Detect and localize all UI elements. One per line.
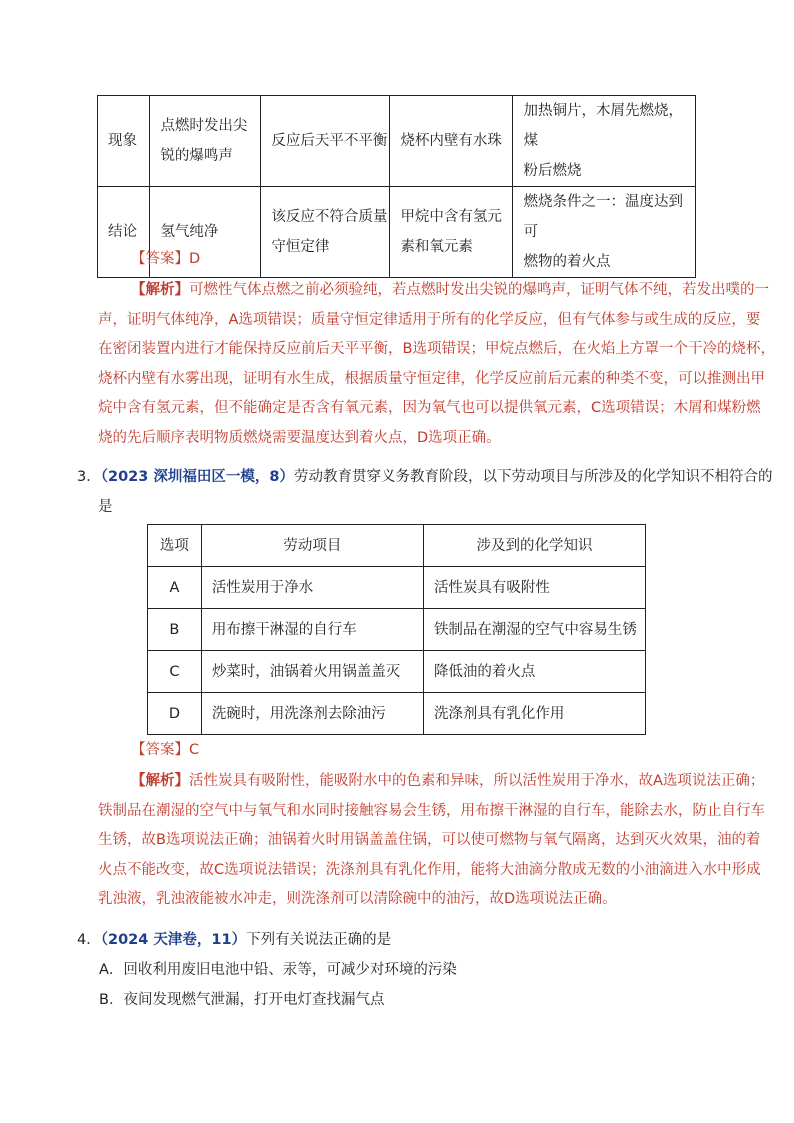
options-table (147, 524, 646, 735)
table-cell: 反应后天平不平衡 (261, 96, 390, 187)
answer-line (131, 249, 200, 269)
option-b[interactable]: B．夜间发现燃气泄漏，打开电灯查找漏气点 (99, 992, 385, 1008)
table-row (148, 651, 646, 693)
question-stem (77, 930, 391, 950)
analysis-line: 在密闭装置内进行才能保持反应前后天平平衡，B选项错误；甲烷点燃后，在火焰上方罩一个干冷的烧杯， (98, 341, 775, 357)
analysis-paragraph (98, 276, 775, 453)
table-cell: 洗碗时，用洗涤剂去除油污 (201, 693, 423, 735)
table-cell: 点燃时发出尖 锐的爆鸣声 (150, 96, 261, 187)
table-cell: 活性炭用于净水 (201, 567, 423, 609)
answer-value: D (189, 251, 201, 267)
table-cell: C (148, 651, 202, 693)
analysis-line: 活性炭具有吸附性，能吸附水中的色素和异味，所以活性炭用于净水，故A选项说法正确； (189, 773, 765, 789)
table-cell: 现象 (98, 96, 150, 187)
table-cell: D (148, 693, 202, 735)
table-cell: B (148, 609, 202, 651)
question-text-continued: 是 (98, 499, 113, 515)
analysis-line: 声，证明气体纯净，A选项错误；质量守恒定律适用于所有的化学反应，但有气体参与或生成的反应，要 (98, 311, 761, 328)
question-source: （2024 天津卷，11） (100, 932, 247, 948)
table-cell: 铁制品在潮湿的空气中容易生锈 (423, 609, 645, 651)
answer-label: 【答案】 (131, 742, 189, 758)
question-stem (77, 467, 772, 487)
table-header: 涉及到的化学知识 (423, 525, 645, 567)
analysis-line: 铁制品在潮湿的空气中与氧气和水同时接触容易会生锈，用布擦干淋湿的自行车，能除去水，防止自行车 (98, 802, 765, 819)
question-number: 4． (77, 932, 101, 948)
table-row (98, 96, 696, 187)
answer-line (131, 740, 199, 760)
table-cell: A (148, 567, 202, 609)
table-cell: 炒菜时，油锅着火用锅盖盖灭 (201, 651, 423, 693)
table-cell: 氢气纯净 (150, 187, 261, 278)
table-header: 劳动项目 (201, 525, 423, 567)
question-text: 下列有关说法正确的是 (246, 932, 392, 948)
table-header: 选项 (148, 525, 202, 567)
table-row (148, 693, 646, 735)
answer-label: 【答案】 (131, 251, 189, 267)
table-cell: 洗涤剂具有乳化作用 (423, 693, 645, 735)
table-cell: 甲烷中含有氢元 素和氧元素 (390, 187, 513, 278)
table-cell: 用布擦干淋湿的自行车 (201, 609, 423, 651)
analysis-paragraph (98, 767, 765, 915)
question-text: 劳动教育贯穿义务教育阶段，以下劳动项目与所涉及的化学知识不相符合的 (293, 469, 773, 485)
table-cell: 结论 (98, 187, 150, 278)
analysis-label: 【解析】 (131, 773, 189, 789)
answer-value: C (189, 742, 200, 758)
table-header-row (148, 525, 646, 567)
question-source: （2023 深圳福田区一模，8） (100, 469, 294, 485)
analysis-line: 烷中含有氢元素，但不能确定是否含有氧元素，因为氧气也可以提供氧元素，C选项错误；木屑和煤粉燃 (98, 400, 761, 416)
analysis-label: 【解析】 (131, 282, 189, 298)
analysis-line: 烧的先后顺序表明物质燃烧需要温度达到着火点，D选项正确。 (98, 429, 501, 446)
table-cell: 降低油的着火点 (423, 651, 645, 693)
table-cell: 该反应不符合质量 守恒定律 (261, 187, 390, 278)
analysis-line: 火点不能改变，故C选项说法错误；洗涤剂具有乳化作用，能将大油滴分散成无数的小油滴进入水中形成 (98, 861, 761, 878)
table-cell: 燃烧条件之一：温度达到可 燃物的着火点 (513, 187, 696, 278)
table-cell: 加热铜片，木屑先燃烧，煤 粉后燃烧 (513, 96, 696, 187)
table-row (148, 609, 646, 651)
question-number: 3． (77, 469, 101, 485)
analysis-line: 烧杯内壁有水雾出现，证明有水生成，根据质量守恒定律，化学反应前后元素的种类不变，可以推测出甲 (98, 370, 765, 387)
table-cell: 活性炭具有吸附性 (423, 567, 645, 609)
option-a[interactable]: A．回收利用废旧电池中铅、汞等，可减少对环境的污染 (99, 962, 457, 978)
analysis-line: 可燃性气体点燃之前必须验纯，若点燃时发出尖锐的爆鸣声，证明气体不纯，若发出噗的一 (189, 282, 769, 298)
analysis-line: 生锈，故B选项说法正确；油锅着火时用锅盖盖住锅，可以使可燃物与氧气隔离，达到灭火效果，油的着 (98, 832, 761, 848)
table-row (148, 567, 646, 609)
table-cell: 烧杯内壁有水珠 (390, 96, 513, 187)
analysis-line: 乳浊液，乳浊液能被水冲走，则洗涤剂可以清除碗中的油污，故D选项说法正确。 (98, 891, 617, 907)
